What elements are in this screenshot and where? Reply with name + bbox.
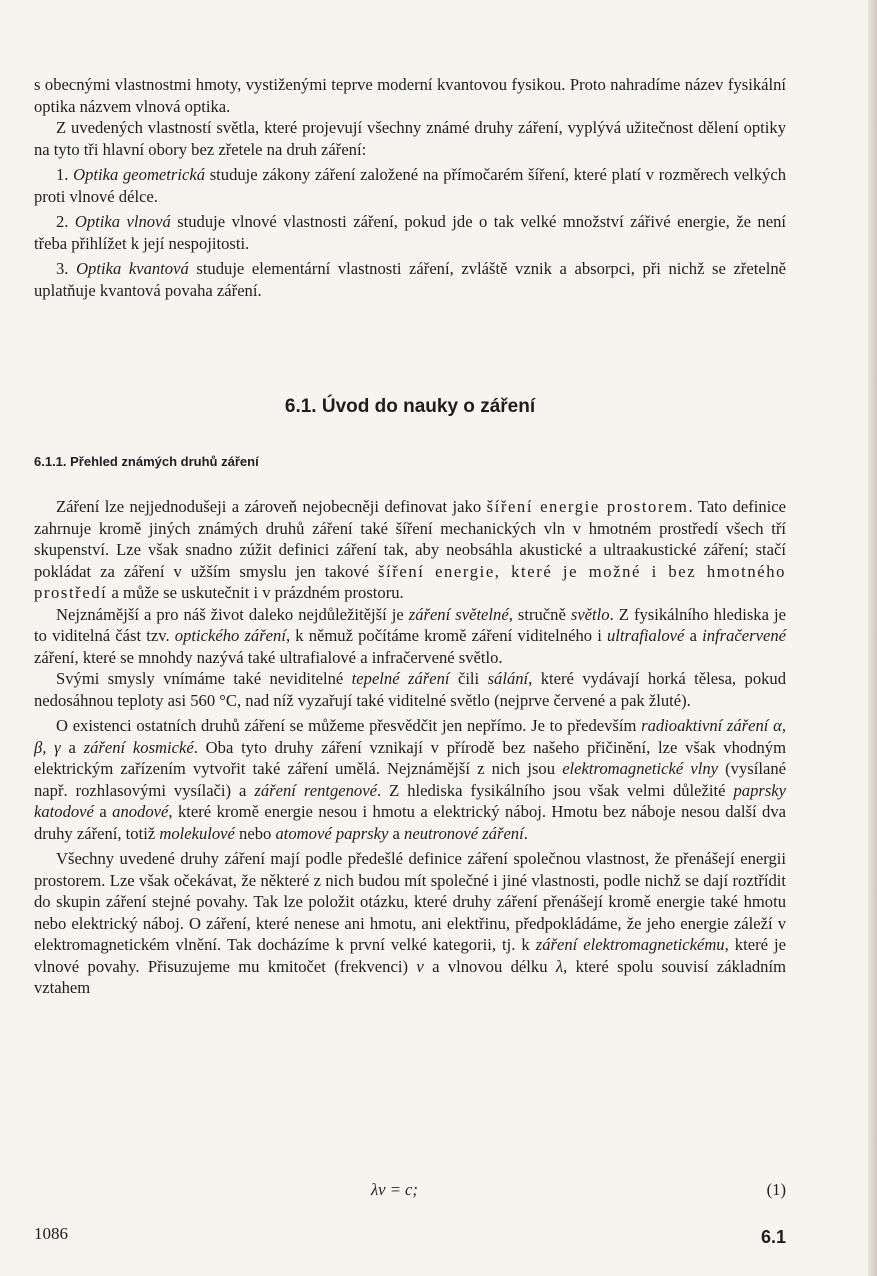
equation-number: (1)	[766, 1180, 786, 1199]
paragraph: Záření lze nejjednodušeji a zároveň nejobecněji definovat jako šíření energie prostorem. Tato definice zahrnuje kromě jiných známých druhů záření také šíření mechanických vln v hmotném prostředí všech tří skupenství. Lze však snadno zúžit definici záření tak, aby neobsáhla akustické a ultraakustické záření; stačí pokládat za záření v užším smyslu jen takové šíření energie, které je možné i bez hmotného prostředí a může se uskutečnit i v prázdném prostoru.	[34, 497, 786, 602]
paragraph: Všechny uvedené druhy záření mají podle předešlé definice záření společnou vlastnost, že přenášejí energii prostorem. Lze však očekávat, že některé z nich budou mít společné i jiné vlastnosti, podle nichž se dají roztřídit do skupin záření stejné povahy. Tak lze položit otázku, které druhy záření přenášejí kromě energie také hmotu nebo elektrický náboj. O záření, které nenese ani hmotu, ani elektřinu, předpokládáme, že jeho energie záleží v elektromagnetickém vlnění. Tak docházíme k první velké kategorii, tj. k záření elektromagnetickému, které je vlnové povahy. Přisuzujeme mu kmitočet (frekvenci) ν a vlnovou délku λ, které spolu souvisí základním vztahem	[34, 849, 786, 997]
list-item: 2. Optika vlnová studuje vlnové vlastnosti záření, pokud jde o tak velké množství zářivé energie, že není třeba přihlížet k její nespojitosti.	[34, 212, 786, 253]
equation-expression: λν = c;	[371, 1180, 418, 1199]
page-edge-shadow	[868, 0, 877, 1276]
section-body	[34, 496, 786, 999]
paragraph: O existenci ostatních druhů záření se můžeme přesvědčit jen nepřímo. Je to především radioaktivní záření α, β, γ a záření kosmické. Oba tyto druhy záření vznikají v přírodě bez našeho přičinění, lze však vhodným elektrickým zařízením vytvořit také záření umělá. Nejznámější z nich jsou elektromagnetické vlny (vysílané např. rozhlasovými vysílači) a záření rentgenové. Z hlediska fysikálního jsou však velmi důležité paprsky katodové a anodové, které kromě energie nesou i hmotu a elektrický náboj. Hmotu bez náboje nesou další dva druhy záření, totiž molekulové nebo atomové paprsky a neutronové záření.	[34, 716, 787, 843]
paragraph: Z uvedených vlastností světla, které projevují všechny známé druhy záření, vyplývá užitečnost dělení optiky na tyto tři hlavní obory bez zřetele na druh záření:	[34, 118, 786, 159]
list-item: 1. Optika geometrická studuje zákony záření založené na přímočarém šíření, které platí v rozměrech velkých proti vlnové délce.	[34, 165, 786, 206]
list-item: 3. Optika kvantová studuje elementární vlastnosti záření, zvláště vznik a absorpci, při nichž se zřetelně uplatňuje kvantová povaha záření.	[34, 259, 786, 300]
section-title: 6.1. Úvod do nauky o záření	[284, 396, 536, 417]
subsection-title: 6.1.1. Přehled známých druhů záření	[34, 454, 259, 469]
section-label: 6.1	[760, 1227, 786, 1247]
paragraph: s obecnými vlastnostmi hmoty, vystiženými teprve moderní kvantovou fysikou. Proto nahradíme název fysikální optika názvem vlnová optika.	[34, 75, 786, 116]
page-content	[34, 74, 787, 1247]
paragraph: Svými smysly vnímáme také neviditelné tepelné záření čili sálání, které vydávají horká tělesa, pokud nedosáhnou teploty asi 560 °C, nad níž vyzařují také viditelné světlo (nejprve červené a pak žluté).	[34, 669, 787, 710]
page-number: 1086	[34, 1224, 68, 1243]
paragraph: Nejznámější a pro náš život daleko nejdůležitější je záření světelné, stručně světlo. Z fysikálního hlediska je to viditelná část tzv. optického záření, k němuž počítáme kromě záření viditelného i ultrafialové a infračervené záření, které se mnohdy nazývá také ultrafialové a infračervené světlo.	[34, 604, 786, 667]
